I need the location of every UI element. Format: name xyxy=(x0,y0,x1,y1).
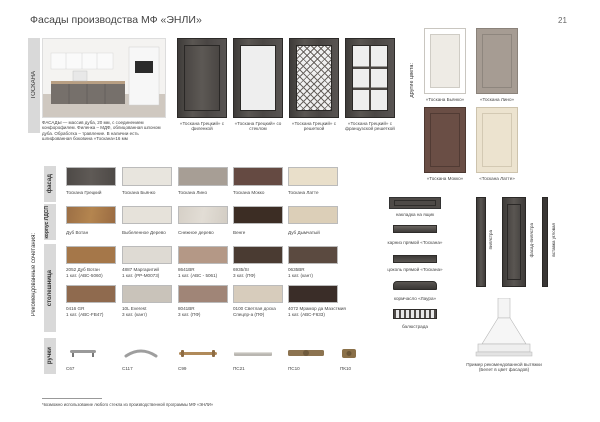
worktop-swatch[interactable] xyxy=(288,246,338,264)
balustrade-label: балюстрада xyxy=(402,324,428,329)
cornice-laura-sample[interactable] xyxy=(393,281,437,290)
collection-band xyxy=(28,38,40,133)
door-french[interactable] xyxy=(345,38,395,118)
balustrade-sample[interactable] xyxy=(393,309,437,319)
worktop-name: 4887 Маргаритий xyxy=(122,267,159,272)
worktop-category: 1 кат. (АВС - 5061) xyxy=(178,272,218,278)
worktop-category: 1 кат. (АВС-FB47) xyxy=(66,311,104,317)
worktop-name: 0635BR xyxy=(288,267,305,272)
hood-caption xyxy=(452,362,556,373)
pilaster-label: пилястра xyxy=(487,230,493,250)
handle-label: ПС10 xyxy=(288,366,300,371)
worktop-label xyxy=(178,306,200,317)
worktop-name: 10L Everest xyxy=(122,306,147,311)
cornice-laura-label: кормчасло «Лаура» xyxy=(393,296,437,301)
cornice-label: карниз прямой «Тоскана» xyxy=(387,240,443,245)
hood-icon xyxy=(474,298,534,360)
worktop-swatch[interactable] xyxy=(233,285,283,303)
worktop-name: 8041BR xyxy=(178,306,195,311)
other-color-bianco-label: «Тоскана Бьянко» xyxy=(425,97,465,102)
hood-caption-line2: (Белет в цвет фасадов) xyxy=(478,367,530,373)
worktop-name: 8641BR xyxy=(178,267,195,272)
worktop-swatch[interactable] xyxy=(122,246,172,264)
handle-label: С67 xyxy=(66,366,75,371)
worktop-swatch[interactable] xyxy=(122,285,172,303)
other-color-mokko[interactable] xyxy=(424,107,466,173)
corner-insert-sample[interactable] xyxy=(542,197,548,287)
worktop-category: 3 кат. (кант) xyxy=(122,311,147,317)
worktop-category: 3 кат. (ПФ) xyxy=(233,272,256,278)
worktop-label xyxy=(288,306,346,317)
handle-label: ПК10 xyxy=(340,366,352,371)
page-title: Фасады производства МФ «ЭНЛИ» xyxy=(30,14,202,26)
facade-swatch-label: Тоскана Грецкий xyxy=(66,190,102,195)
worktop-label xyxy=(178,267,217,278)
facade-swatch-mokko[interactable] xyxy=(233,167,283,186)
door-lattice-label: «Тоскана Грецкий» с решеткой xyxy=(291,121,337,132)
door-glass-label: «Тоскана Грецкий» со стеклом xyxy=(234,121,282,132)
door-glass[interactable] xyxy=(233,38,283,118)
worktop-name: 0416 GR xyxy=(66,306,85,311)
worktop-swatch[interactable] xyxy=(288,285,338,303)
recommended-label: Рекомендованные сочетания: xyxy=(31,233,37,317)
handle-label: С117 xyxy=(122,366,133,371)
door-french-label: «Тоскана Грецкий» с французской решеткой xyxy=(345,121,395,132)
handle-c117-icon xyxy=(126,351,156,356)
worktop-category: 1 кат. (АВС-F633) xyxy=(288,311,325,317)
facade-pilaster-label: фасад-пилястра xyxy=(528,222,534,258)
footnote-rule xyxy=(42,398,102,399)
worktop-swatch[interactable] xyxy=(178,246,228,264)
other-color-latte[interactable] xyxy=(476,107,518,173)
collection-name: ТОСКАНА xyxy=(31,71,37,100)
other-color-mokko-label: «Тоскана Мокко» xyxy=(426,176,464,181)
door-lattice[interactable] xyxy=(289,38,339,118)
section-handles xyxy=(44,338,56,374)
worktop-category: 1 кат. (РР-М0073) xyxy=(122,272,160,278)
worktop-label xyxy=(122,306,147,317)
recommended-heading xyxy=(28,160,40,390)
worktop-name: 0100 Светлая доска xyxy=(233,306,276,311)
corpus-swatch-snow[interactable] xyxy=(178,206,228,224)
corpus-swatch-wenge[interactable] xyxy=(233,206,283,224)
door-panel[interactable] xyxy=(177,38,227,118)
handle-label: С99 xyxy=(178,366,187,371)
other-color-lino[interactable] xyxy=(476,28,518,94)
door-panel-label: «Тоскана Грецкий» с филенкой xyxy=(179,121,225,132)
worktop-category: 3 кат. (ПФ) xyxy=(178,311,201,317)
worktop-label xyxy=(66,267,103,278)
worktop-swatch[interactable] xyxy=(66,285,116,303)
corpus-swatch-votan[interactable] xyxy=(66,206,116,224)
facade-swatch-label: Тоскана Мокко xyxy=(233,190,265,195)
worktop-label xyxy=(233,267,255,278)
worktop-label xyxy=(288,267,313,278)
handle-pk10-icon xyxy=(342,349,356,358)
section-corpus xyxy=(44,204,56,240)
facade-swatch-latte[interactable] xyxy=(288,167,338,186)
facade-pilaster-caption xyxy=(527,200,535,280)
worktop-label xyxy=(122,267,159,278)
drawer-overlay-label: накладка на ящик xyxy=(395,212,435,217)
worktop-swatch[interactable] xyxy=(178,285,228,303)
facade-swatch-lino[interactable] xyxy=(178,167,228,186)
drawer-overlay-sample[interactable] xyxy=(389,197,441,209)
corpus-swatch-label: Дуб Вотан xyxy=(66,230,89,235)
worktop-swatch[interactable] xyxy=(233,246,283,264)
handle-c67-icon xyxy=(70,350,96,357)
section-corpus-label: корпус ЛДСП xyxy=(44,205,50,239)
corner-insert-label: вставка угловая xyxy=(550,223,556,257)
pilaster-caption xyxy=(486,200,494,280)
facade-swatch-label: Тоскана Бьянко xyxy=(122,190,156,195)
corpus-swatch-label: Выбеленное Дерево xyxy=(122,230,166,235)
corner-insert-caption xyxy=(549,200,557,280)
section-worktop xyxy=(44,244,56,332)
corpus-swatch-label: Дуб Дымчатый xyxy=(288,230,320,235)
footnote: *возможно использование любого стекла из производственной программы МФ «ЭНЛИ» xyxy=(42,402,214,407)
worktop-label xyxy=(233,306,276,317)
other-color-latte-label: «Тоскана Латте» xyxy=(479,176,515,181)
worktop-category: Спецпр-а (ПФ) xyxy=(233,311,265,317)
worktop-label xyxy=(66,306,103,317)
worktop-name: 2052 Дуб Вотан xyxy=(66,267,100,272)
section-handles-label: ручки xyxy=(47,347,53,365)
facade-swatch-label: Тоскана Латте xyxy=(288,190,319,195)
hood-caption-line1: Пример рекомендованной вытяжки xyxy=(466,362,542,367)
worktop-name: 6935/SI xyxy=(233,267,249,272)
section-facade xyxy=(44,166,56,202)
plinth-label: цоколь прямой «Тоскана» xyxy=(387,267,443,272)
corpus-swatch-label: Венге xyxy=(233,230,246,235)
worktop-category: 1 кат. (АВС-5060) xyxy=(66,272,103,278)
facade-swatch-grecky[interactable] xyxy=(66,167,116,186)
hood-illustration xyxy=(474,298,534,360)
worktop-name: 4072 Мрамор да Маэстмия xyxy=(288,306,346,311)
section-worktop-label: столешница xyxy=(47,269,53,307)
facade-pilaster-sample[interactable] xyxy=(502,197,526,287)
handles-illustration xyxy=(66,340,366,368)
other-colors-label: другие цвета: xyxy=(408,62,415,98)
corpus-swatch-label: Снежное дерево xyxy=(178,230,214,235)
handles-row xyxy=(66,340,366,368)
cornice-sample[interactable] xyxy=(393,225,437,233)
handle-ps10-icon xyxy=(288,350,324,356)
handle-ps21-icon xyxy=(234,352,272,356)
corpus-swatch-bleached[interactable] xyxy=(122,206,172,224)
other-color-bianco[interactable] xyxy=(424,28,466,94)
worktop-swatch[interactable] xyxy=(66,246,116,264)
collection-description: ФАСАДЫ — массив дуба, 20 мм, с соединением конфорофилем. Филенка – МДФ, облицованная шпоном дуба. Обработка – травление. В наличии есть шлифованная боковина «Тоскана»16 мм xyxy=(42,120,161,141)
handle-label: ПС21 xyxy=(233,366,245,371)
pilaster-sample[interactable] xyxy=(476,197,486,287)
facade-swatch-label: Тоскана Лино xyxy=(178,190,208,195)
other-colors-heading xyxy=(407,30,416,130)
handle-c99-icon xyxy=(179,350,217,357)
facade-swatch-bianco[interactable] xyxy=(122,167,172,186)
section-facade-label: фасад xyxy=(47,174,53,194)
plinth-sample[interactable] xyxy=(393,255,437,263)
other-color-lino-label: «Тоскана Лино» xyxy=(479,97,515,102)
kitchen-photo xyxy=(42,38,166,118)
kitchen-illustration xyxy=(43,39,166,118)
page-number: 21 xyxy=(558,16,567,25)
corpus-swatch-smoky[interactable] xyxy=(288,206,338,224)
worktop-category: 1 кат. (кант) xyxy=(288,272,313,278)
